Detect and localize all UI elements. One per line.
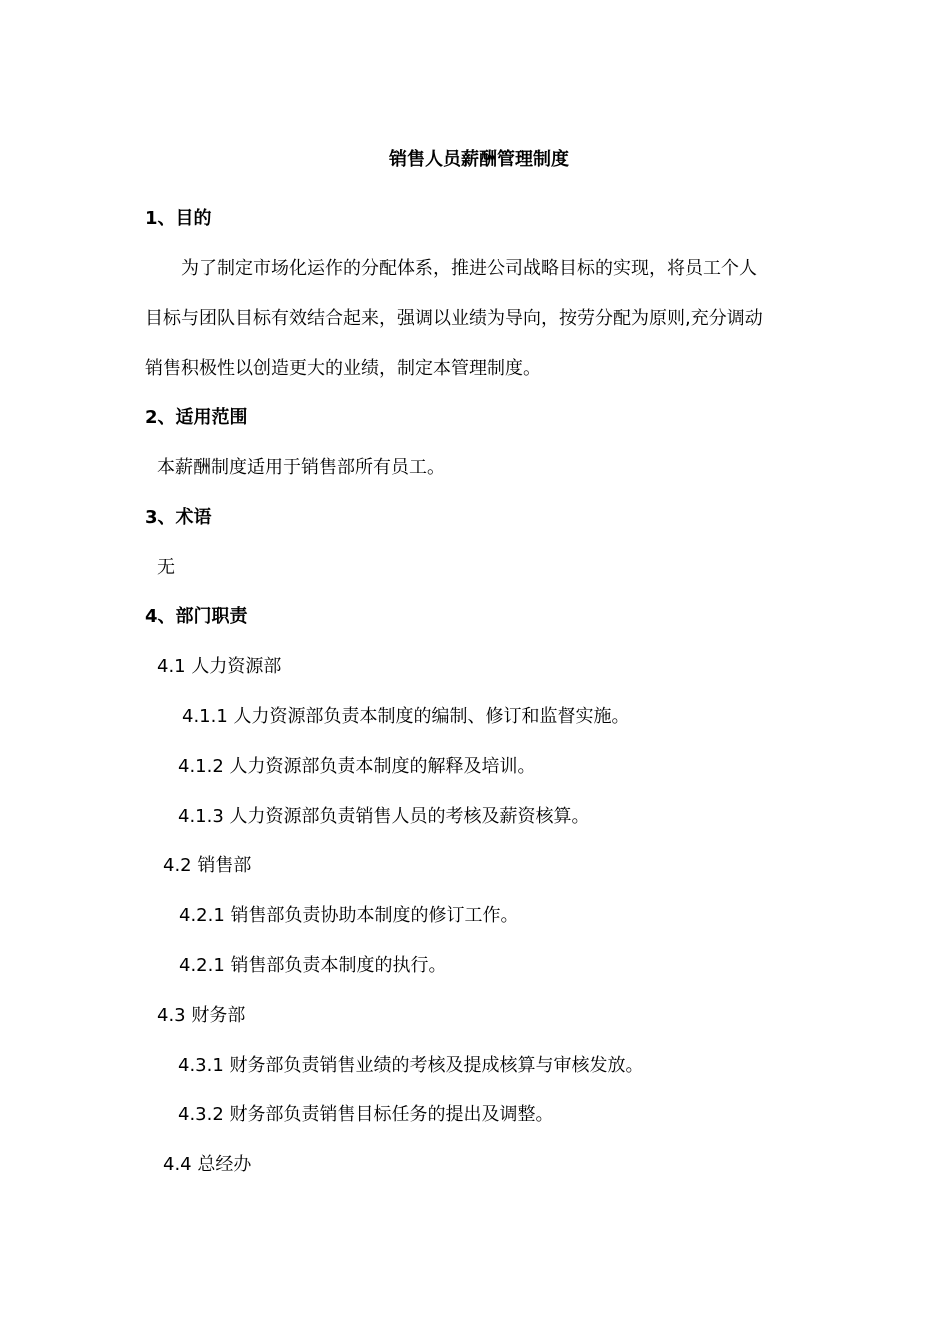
subsection-sales: 4.2 销售部 [163, 855, 252, 876]
hr-item-1: 4.1.1 人力资源部负责本制度的编制、修订和监督实施。 [182, 706, 630, 727]
hr-item-2: 4.1.2 人力资源部负责本制度的解释及培训。 [178, 756, 536, 777]
section-heading-scope: 2、适用范围 [145, 407, 248, 428]
sales-item-2: 4.2.1 销售部负责本制度的执行。 [179, 955, 447, 976]
subsection-hr: 4.1 人力资源部 [157, 656, 282, 677]
purpose-paragraph-line-1: 为了制定市场化运作的分配体系，推进公司战略目标的实现，将员工个人 [181, 258, 757, 279]
scope-text: 本薪酬制度适用于销售部所有员工。 [157, 457, 445, 478]
purpose-paragraph-line-2: 目标与团队目标有效结合起来，强调以业绩为导向，按劳分配为原则,充分调动 [145, 308, 763, 329]
terms-text: 无 [157, 557, 175, 578]
finance-item-2: 4.3.2 财务部负责销售目标任务的提出及调整。 [178, 1104, 554, 1125]
section-heading-duties: 4、部门职责 [145, 606, 248, 627]
purpose-paragraph-line-3: 销售积极性以创造更大的业绩，制定本管理制度。 [145, 358, 541, 379]
sales-item-1: 4.2.1 销售部负责协助本制度的修订工作。 [179, 905, 519, 926]
finance-item-1: 4.3.1 财务部负责销售业绩的考核及提成核算与审核发放。 [178, 1055, 644, 1076]
document-title: 销售人员薪酬管理制度 [389, 149, 569, 170]
hr-item-3: 4.1.3 人力资源部负责销售人员的考核及薪资核算。 [178, 806, 590, 827]
subsection-gm-office: 4.4 总经办 [163, 1154, 252, 1175]
subsection-finance: 4.3 财务部 [157, 1005, 246, 1026]
section-heading-purpose: 1、目的 [145, 208, 212, 229]
section-heading-terms: 3、术语 [145, 507, 212, 528]
